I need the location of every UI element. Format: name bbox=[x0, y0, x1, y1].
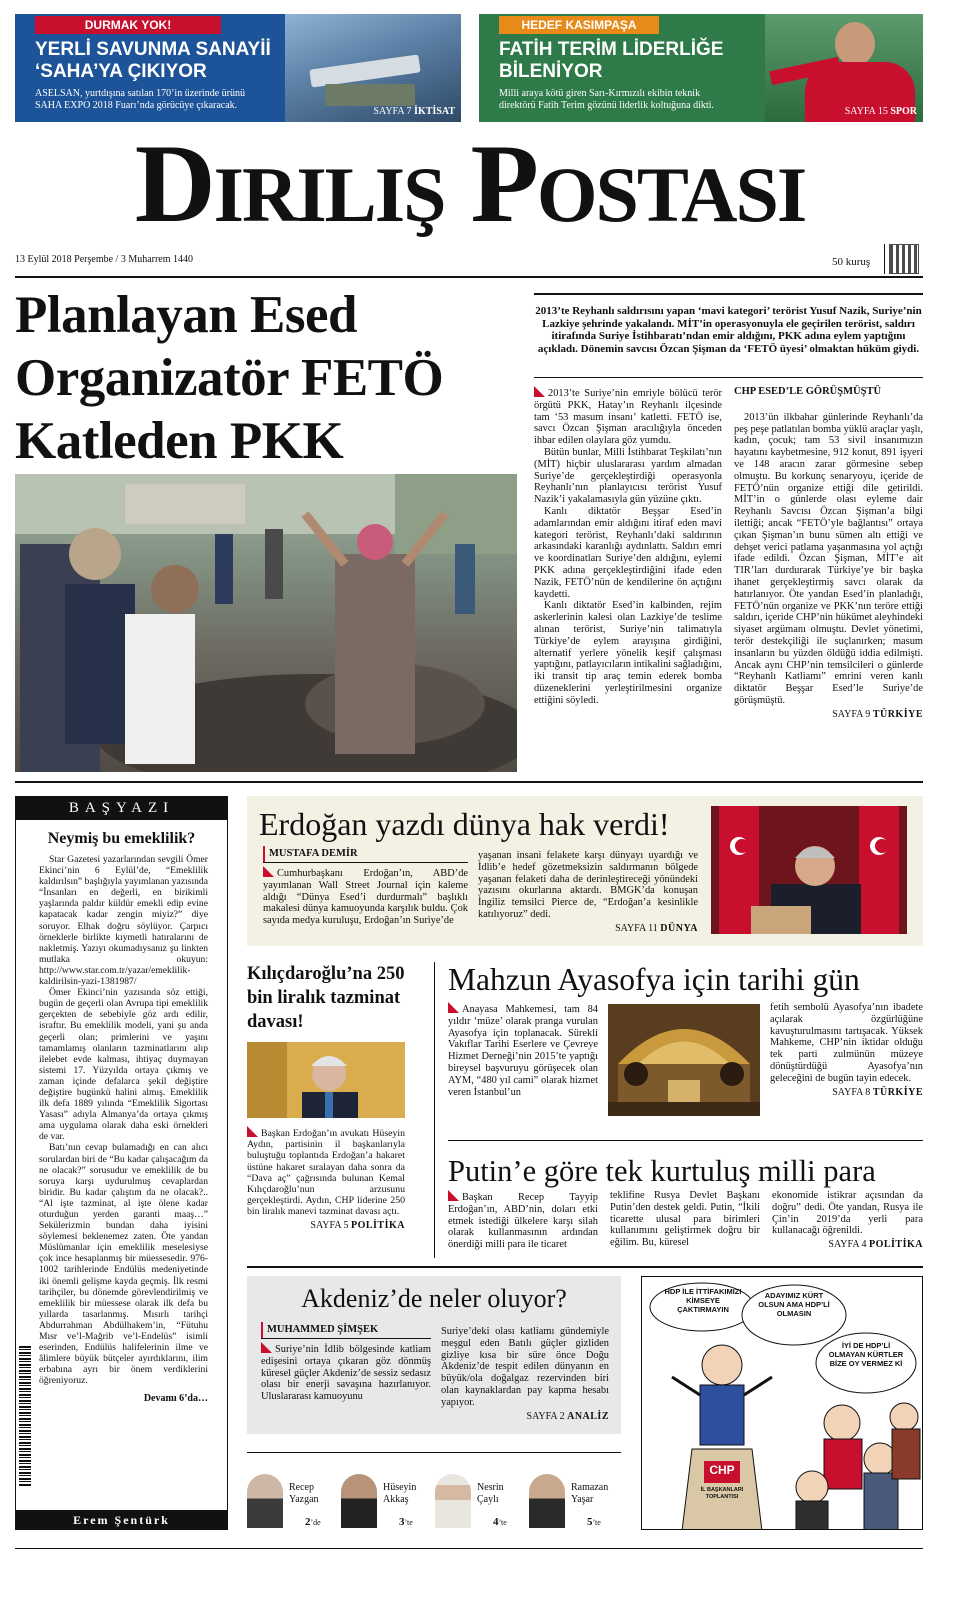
masthead-rule bbox=[15, 276, 923, 278]
columnist-item[interactable]: Hüseyin Akkaş 3’te bbox=[341, 1470, 433, 1530]
teaser-title: FATİH TERİM LİDERLİĞE BİLENİYOR bbox=[499, 39, 724, 82]
kilicdaroglu-photo bbox=[247, 1042, 405, 1118]
akdeniz-col2: Suriye’deki olası katliamı gündemiyle meşgul eden Batılı güçler gizliden gizliye kısa bir süre önce Doğu Akdeniz’de tespit edilen dünyanın en büyük/ola doğalgaz rezervinden biri olan kaynaklardan pay kapma hesabı yapıyor. SAYFA 2 ANALİZ bbox=[441, 1326, 609, 1422]
putin-col2: teklifine Rusya Devlet Başkanı Putin’den destek geldi. Putin, “İkili ticarette ulusal para birimleri kullanımını geliştirmek doğru bir eğilim. Bu, küresel bbox=[610, 1190, 760, 1249]
cartoon-podium-logo: CHP bbox=[709, 1463, 735, 1477]
cartoon-podium-text: İL BAŞKANLARI TOPLANTISI bbox=[700, 1487, 744, 1500]
teaser-ref: SAYFA 7 İKTİSAT bbox=[373, 106, 455, 117]
cartoon-bubble-3: İYİ DE HDP’Lİ OLMAYAN KÜRTLER BİZE OY VERMEZ Kİ bbox=[828, 1341, 904, 1368]
editorial-more[interactable]: Devamı 6’da… bbox=[143, 1392, 208, 1404]
qr-code-icon bbox=[889, 244, 919, 274]
editorial-body: Star Gazetesi yazarlarından sevgili Ömer Ekinci’nin 6 Eylül’de, “Emeklilik kaldırılsın” başlığıyla yayımlanan yazısında “İnsanları en değerli, en birikimli yaşlarında paldır küldür emekli edip evine kapatacak kadar zengin miyiz?” diye soruyor. Elhak doğru söylüyor. Çarpıcı örneklerle birlikte kıymetli hatıralarını de nakletmiş. Yazıyı okumadıysanız şu linkten mutlaka okuyun: http://www.star.com.tr/yazar/emeklilik-kaldirilsin-yazi-1381987/ Ömer Ekinci’nin yazısında söz ettiği, bugün de geçerli olan Avrupa tipi emeklilik gerçekten de sebebiyle göz ardı edilir, israftır. Bu emeklilik modeli, yani şu anda geçerli olan; primlerini ve yaşını tamamlamış olanların tazminatlarını alıp ilelebet evde kalması, ihtiyaç duymayan sistemi 17. Yüzyılda ortaya çıkmış ve zaman içinde defalarca şekil değiştire değiştire bugünkü halini almış. Emeklilik ilk defa 1889 yılında “Emeklilik Sigortası Yasası” adıyla Almanya’da ortaya çıkmış ama uygulama olarak daha eski örnekleri de var. Batı’nın cevap bulamadığı en can alıcı sorulardan biri de “Bu kadar çalışacağım da ne olacak?” sorusudur ve emeklilik de bu soruya karşı uydurulmuş cevaplardan biridir. Bu kadar çalıştım da ne olacak?.. “Al işte tazminat, al işte ölene kadar oturduğun yerden garanti maaş…” Sekülerizmin bundan daha iyisini söylemesi beklenemez zaten. Öte yandan Müslümanlar için emeklilik meselesiyse çok ince hesaplanmış bir müessesedir. 976-1002 tarihlerinde Endülüs medeniyetinde iki önemli gelişme kayda geçmiş. İlk resmi tarihçiler, bu dönemde görevlendirilmiş ve emeklilik bir müessese olarak ilk defa bu yıllarda tasarlanmış. Mısırlı tarihçi Abdurrahman Abdülhakem’in, “Fütuhu Mısr ve’l-Mağrib ve’l-Endelüs” isimli eserinden, Endülüs halifelerinin ilme ve âlimlere büyük bütçeler ayırdıklarını, ilim erbabına ayrı bir önem verdiklerini öğreniyoruz. Devamı 6’da… bbox=[39, 854, 208, 1404]
teaser-tag: HEDEF KASIMPAŞA bbox=[499, 16, 659, 34]
cartoon-bubble-2: ADAYIMIZ KÜRT OLSUN AMA HDP’Lİ OLMASIN bbox=[758, 1291, 830, 1318]
teaser-desc: ASELSAN, yurtdışına satılan 170’in üzerinde ürünü SAHA EXPO 2018 Fuarı’nda görücüye çıkaracak. bbox=[35, 88, 245, 111]
teaser-ref: SAYFA 15 SPOR bbox=[844, 106, 917, 117]
erdogan-headline: Erdoğan yazdı dünya hak verdi! bbox=[259, 806, 670, 842]
lead-ref[interactable]: SAYFA 9 TÜRKİYE bbox=[832, 708, 923, 720]
columnists-strip bbox=[247, 1470, 621, 1530]
red-marker-icon bbox=[534, 386, 545, 397]
erdogan-photo bbox=[711, 806, 907, 934]
teaser-sport[interactable] bbox=[479, 14, 923, 122]
ayasofya-col1: Anayasa Mahkemesi, tam 84 yıldır ‘müze’ olarak pranga vurulan Ayasofya için toplanacak. Sürekli Vakıflar Tarihi Eserlere ve Çevreye Hizmet Derneği’nin 2015’te yaptığı bireysel başvuruyu görüşecek olan AYM, “480 yıl cami” olarak hizmet veren İstanbul’un bbox=[448, 1004, 598, 1098]
erdogan-col1: Cumhurbaşkanı Erdoğan’ın, ABD’de yayımlanan Wall Street Journal için kaleme aldığı “Dünya Esed’i durdurmalı” başlıklı makalesi dünya kamuoyunda karşılık buldu. Çok sayıda medya kuruluşu, Erdoğan’ın Suriye’de bbox=[263, 868, 468, 927]
price: 50 kuruş bbox=[832, 256, 871, 268]
lead-col1: 2013’te Suriye’nin emriyle bölücü terör örgütü PKK, Hatay’ın Reyhanlı ilçesinde tam ‘53 masum insanı’ katletti. FETÖ ise, savcı Özcan Şişman aracılığıyla önceden ihbar edilen olaylara göz yumdu. Bütün bunlar, Milli İstihbarat Teşkilatı’nın (MİT) hiçbir uluslararası yardım almadan Suriye’de gerçekleştirdiği operasyonla Reyhanlı’nın planlayıcısı terörist Yusuf Nazik’i yakalamasıyla gün yüzüne çıktı. Kanlı diktatör Beşşar Esed’in adamlarından emir aldığını itiraf eden mavi kategori terörist, Reyhanlı’daki saldırının arkasındaki karanlığı aydınlattı. Saldırı emri ve koordinatları Suriye’den aldığını, eylemi PKK adına gerçekleştirdiğini ifade eden Nazik, FETÖ’nün de kendilerine ön açtığını kaydetti. Kanlı diktatör Esed’in kalbinden, rejim askerlerinin kalesi olan Lazkiye’de teslime alınan terörist, Suriye’nin talimatıyla Türkiye’de eylem arayışına girdiğini, alternatif yerlere yönelik keşif çalışması yaptığını, patlayıcıların intikalini sağladığını, iki transit tip araç temin ederek bomba düzeneklerini yerleştirilmesini organize ettiğini söyledi. bbox=[534, 388, 722, 706]
lead-col2: CHP ESED’LE GÖRÜŞMÜŞTÜ 2013’ün ilkbahar günlerinde Reyhanlı’da peş peşe patlatılan bomba yüklü araçlar yaşlı, kadın, çocuk; tam 53 sivil insanımızın hayatını kaybetmesine, 912 konut, 891 işyeri ve 148 aracın zarar görmesine sebep olmuştu. Bu korkunç senaryoyu, içeride de FETÖ’nün organize ettiği dile getirildi. MİT’in o günlerde olası eyleme dair Reyhanlı Savcısı Özcan Şişman’a bilgi ilettiği; ancak “FETÖ’yle bağlantısı” ortaya çıkan Şişman’ın bunu sümen altı ettiği ve dehşet verici patlama yaşanmasına yol açtığı ifade edildi. Özcan Şişman, MİT’e ait TIR’ları durdurarak Türkiye’ye bir başka ihanet gerçekleştirmiş savcı olarak da hatırlanıyor. Öte yandan Esed’in planladığı, FETÖ’nün organize ve PKK’nın teröre ettiği saldırı, içeride CHP’nin hükümet aleyhindeki siyaset argümanı olmuştu. Devlet yönetimi, terör destekçiliği ile suçlanırken; masum insanların bu yüzden öldüğü iddia edilmişti. Ancak aynı CHP’nin temsilcileri o günlerde “Reyhanlı Katliamı” emrini veren kanlı diktatör Beşşar Esed’le Suriye’de görüşmüştü. SAYFA 9 TÜRKİYE bbox=[734, 386, 924, 720]
columnist-item[interactable]: Nesrin Çaylı 4’te bbox=[435, 1470, 527, 1530]
editorial-title[interactable]: Neymiş bu emeklilik? bbox=[47, 830, 196, 847]
columnist-item[interactable]: Recep Yazgan 2’de bbox=[247, 1470, 339, 1530]
lead-subhead: CHP ESED’LE GÖRÜŞMÜŞTÜ bbox=[734, 386, 882, 397]
teaser-defense[interactable] bbox=[15, 14, 461, 122]
ayasofya-photo bbox=[608, 1004, 760, 1116]
lead-photo-reyhanli bbox=[15, 474, 517, 772]
kilicdaroglu-story[interactable] bbox=[247, 962, 423, 1231]
ayasofya-headline[interactable]: Mahzun Ayasofya için tarihi gün bbox=[448, 962, 860, 997]
columnist-photo bbox=[529, 1474, 565, 1528]
lead-summary: 2013’te Reyhanlı saldırısını yapan ‘mavi kategori’ terörist Yusuf Nazik, Suriye’nin Lazkiye şehrinde yakalandı. MİT’in operasyonuyla ele geçirilen terörist, saldırı itirafında Suriye İstihbaratı’ndan emir aldığını, PKK adına eylem yaptığını açıkladı. Dönemin savcısı Özcan Şişman da ‘FETÖ üyesi’ olmaktan hüküm giydi. bbox=[534, 293, 923, 355]
columnist-photo bbox=[435, 1474, 471, 1528]
putin-col3: ekonomide istikrar açısından da doğru” dedi. Öte yandan, Rusya ile Çin’in 2019’da yerli para kullanacağı öğrenildi. SAYFA 4 POLİTİKA bbox=[772, 1190, 923, 1251]
putin-headline[interactable]: Putin’e göre tek kurtuluş milli para bbox=[448, 1154, 876, 1188]
teaser-title: YERLİ SAVUNMA SANAYİİ ‘SAHA’YA ÇIKIYOR bbox=[35, 39, 271, 82]
columnist-photo bbox=[341, 1474, 377, 1528]
cartoon bbox=[641, 1276, 923, 1530]
editorial-label: BAŞYAZI bbox=[15, 796, 228, 820]
editorial-author: Erem Şentürk bbox=[15, 1510, 228, 1530]
columnist-photo bbox=[247, 1474, 283, 1528]
erdogan-box[interactable] bbox=[247, 796, 923, 946]
masthead-logo[interactable]: Diriliş Postası bbox=[134, 122, 806, 246]
akdeniz-author: MUHAMMED ŞİMŞEK bbox=[267, 1324, 379, 1335]
cartoon-bubble-1: HDP İLE İTTİFAKIMIZI KİMSEYE ÇAKTIRMAYIN bbox=[664, 1287, 742, 1314]
issue-date: 13 Eylül 2018 Perşembe / 3 Muharrem 1440 bbox=[15, 254, 194, 265]
editorial bbox=[15, 796, 228, 1530]
akdeniz-box[interactable] bbox=[247, 1276, 621, 1434]
barcode-icon bbox=[19, 1346, 31, 1486]
akdeniz-headline: Akdeniz’de neler oluyor? bbox=[301, 1284, 567, 1313]
columnist-item[interactable]: Ramazan Yaşar 5’te bbox=[529, 1470, 621, 1530]
erdogan-author: MUSTAFA DEMİR bbox=[269, 848, 358, 859]
lead-headline[interactable]: Planlayan Esed Organizatör FETÖ Katleden PKK bbox=[15, 286, 444, 470]
kilicdaroglu-headline: Kılıçdaroğlu’na 250 bin liralık tazminat davası! bbox=[247, 964, 405, 1032]
ayasofya-col2: fetih sembolü Ayasofya’nın ibadete açılarak özgürlüğüne kavuşturulmasını tartışacak. Yüksek Mahkeme, CHP’nin iktidar olduğu tek parti zulmünün müzeye dönüştürdüğü Ayasofya’nın geleceğini de bugün tayin edecek. SAYFA 8 TÜRKİYE bbox=[770, 1002, 923, 1098]
erdogan-col2: yaşanan insani felakete karşı dünyayı uyardığı ve İdlib’e hedef gözetmeksizin saldırmanın bölgede yaşanan felaketi daha de derinleştireceği yönündeki yazısını okurlarına aktardı. BMGK’da konuşan İngiliz temsilci Pierce de, “Erdoğan’a kesinlikle katılıyoruz” dedi. SAYFA 11 DÜNYA bbox=[478, 850, 698, 934]
kilicdaroglu-body: Başkan Erdoğan’ın avukatı Hüseyin Aydın, partisinin il başkanlarıyla buluştuğu toplantıda Erdoğan’a hakaret üstüne hakaret sıralayan daha sonra da “Dava aç” çağrısında bulunan Kemal Kılıçdaroğlu’nun arzusunu gerçekleştirdi. Aydın, CHP liderine 250 bin liralık manevi tazminat davası açtı. SAYFA 5 POLİTİKA bbox=[247, 1128, 405, 1231]
akdeniz-col1: Suriye’nin İdlib bölgesinde katliam edişesini ortaya çıkaran göz dönmüş küresel güçler Akdeniz’de sessiz sedasız olası bir enerji savaşına hazırlanıyor. Uluslararası kamuoyunu bbox=[261, 1344, 431, 1403]
putin-col1: Başkan Recep Tayyip Erdoğan’ın, ABD’nin, doları etki etmek istediği ülkelere karşı silah olarak kullanmasının ardından önerdiği milli para ile ticaret bbox=[448, 1192, 598, 1251]
teaser-desc: Milli araya kötü giren Sarı-Kırmızılı ekibin teknik direktörü Fatih Terim gözünü liderlik koltuğuna dikti. bbox=[499, 88, 714, 111]
teaser-tag: DURMAK YOK! bbox=[35, 16, 221, 34]
